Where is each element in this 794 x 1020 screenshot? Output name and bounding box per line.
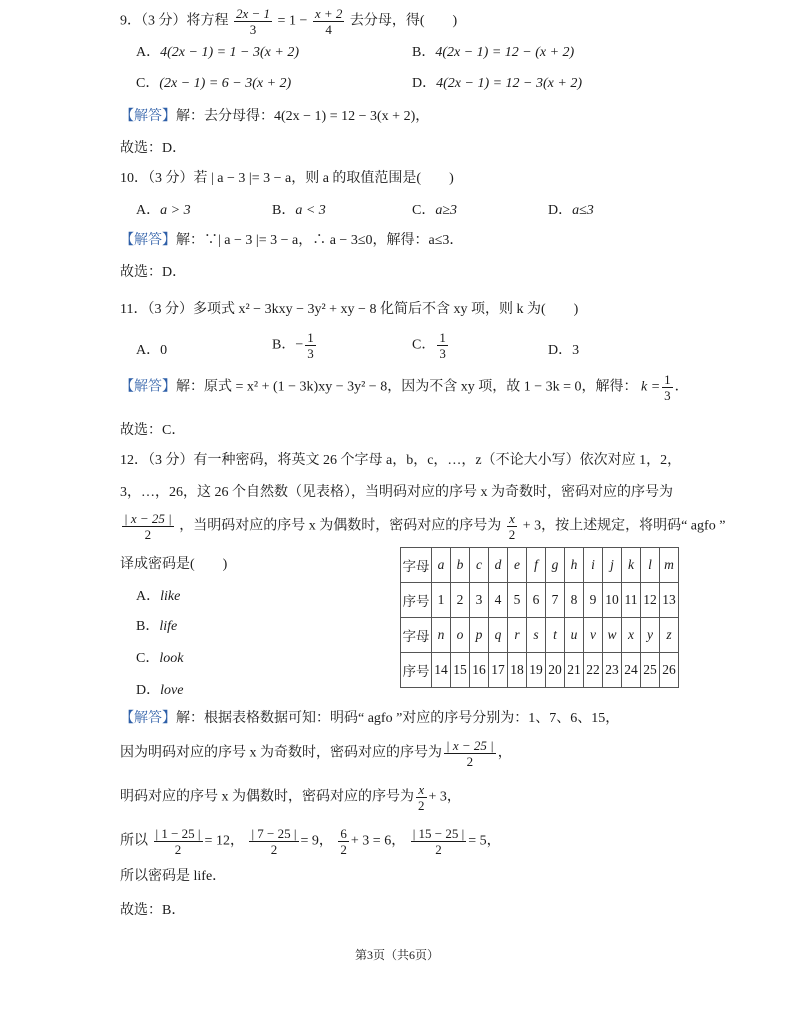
table-cell: d (489, 548, 508, 583)
q9-answer: 【解答】解：去分母得：4(2x − 1) = 12 − 3(x + 2)， (120, 109, 430, 124)
q12-answer-line3: 明码对应的序号 x 为偶数时，密码对应的序号为 $\frac{x}{2}$ + 3， (120, 782, 461, 813)
q12-answer-line4: 所以 $\frac{| 1 - 25 |}{2}$ = 12， $\frac{| 7 - 25 |}{2}$ = 9， $\frac{6}{2}$ + 3 = 6， $\frac{| 15 - 25 |}{2}$ = 5， (120, 826, 501, 857)
table-cell: e (508, 548, 527, 583)
table-cell: 17 (489, 653, 508, 688)
table-cell: 26 (660, 653, 679, 688)
table-row (401, 583, 679, 618)
table-cell: 20 (546, 653, 565, 688)
table-cell: 24 (622, 653, 641, 688)
q9-option-a: A．4(2x − 1) = 1 − 3(x + 2) (136, 45, 299, 60)
table-cell: 15 (451, 653, 470, 688)
table-cell: 12 (641, 583, 660, 618)
table-cell: 7 (546, 583, 565, 618)
table-cell: f (527, 548, 546, 583)
q11-choice: 故选：C． (120, 423, 186, 438)
q9-fraction-1: $\frac{2x - 1}{3}$ (236, 6, 271, 37)
table-cell: 22 (584, 653, 603, 688)
table-cell: 25 (641, 653, 660, 688)
q12-answer-line2: 因为明码对应的序号 x 为奇数时，密码对应的序号为 $\frac{| x - 25 |}{2}$ ， (120, 738, 512, 769)
table-cell: 6 (527, 583, 546, 618)
q9-option-d: D．4(2x − 1) = 12 − 3(x + 2) (412, 76, 582, 91)
table-cell: 5 (508, 583, 527, 618)
q10-option-c: C．a≥3 (412, 203, 458, 218)
table-cell: t (546, 618, 565, 653)
table-cell: g (546, 548, 565, 583)
q10-option-d: D．a≤3 (548, 203, 594, 218)
q12-stem-line2: 3，…，26，这 26 个自然数（见表格），当明码对应的序号 x 为奇数时，密码对应的序号为 (120, 485, 673, 500)
q11-option-b: B．− $\frac{1}{3}$ (272, 330, 314, 361)
q10-option-b: B．a < 3 (272, 203, 326, 218)
cipher-table (400, 547, 679, 688)
table-cell: r (508, 618, 527, 653)
table-cell: p (470, 618, 489, 653)
q12-answer: 【解答】解：根据表格数据可知：明码“ agfo ”对应的序号分别为：1、7、6、15， (120, 711, 620, 726)
q9-option-b: B．4(2x − 1) = 12 − (x + 2) (412, 45, 575, 60)
table-cell: o (451, 618, 470, 653)
q10-stem: 10．（3 分）若 | a − 3 |= 3 − a，则 a 的取值范围是( ) (120, 171, 454, 186)
q9-option-c: C．(2x − 1) = 6 − 3(x + 2) (136, 76, 292, 91)
table-cell: 11 (622, 583, 641, 618)
table-cell: b (451, 548, 470, 583)
row-header: 序号 (401, 653, 432, 688)
table-cell: s (527, 618, 546, 653)
q12-answer-line5: 所以密码是 life． (120, 869, 227, 884)
table-cell: 2 (451, 583, 470, 618)
q10-option-a: A．a > 3 (136, 203, 191, 218)
q12-choice: 故选：B． (120, 903, 186, 918)
q11-option-d: D．3 (548, 343, 580, 358)
table-cell: 8 (565, 583, 584, 618)
table-cell: n (432, 618, 451, 653)
q9-fraction-2: $\frac{x + 2}{4}$ (314, 6, 343, 37)
table-cell: k (622, 548, 641, 583)
table-cell: 10 (603, 583, 622, 618)
q9-choice: 故选：D． (120, 141, 187, 156)
q12-option-d: D．love (136, 683, 184, 698)
table-cell: q (489, 618, 508, 653)
table-cell: y (641, 618, 660, 653)
table-cell: c (470, 548, 489, 583)
page-footer: 第3页（共6页） (354, 948, 439, 962)
q12-stem-line3: $\frac{| x - 25 |}{2}$ ，当明码对应的序号 x 为偶数时，密码对应的序号为 $\frac{x}{2}$ + 3，按上述规定，将明码“ agfo ” (124, 511, 726, 542)
q11-option-a: A．0 (136, 343, 168, 358)
table-cell: a (432, 548, 451, 583)
q11-option-c: C． $\frac{1}{3}$ (412, 330, 446, 361)
table-cell: 13 (660, 583, 679, 618)
row-header: 字母 (401, 618, 432, 653)
table-cell: l (641, 548, 660, 583)
table-row (401, 618, 679, 653)
table-cell: 9 (584, 583, 603, 618)
q9-stem: 9．（3 分）将方程 $\frac{2x - 1}{3}$ = 1 − $\frac{x + 2}{4}$ 去分母，得( ) (120, 6, 458, 37)
table-row (401, 653, 679, 688)
q12-option-b: B．life (136, 619, 178, 634)
table-cell: i (584, 548, 603, 583)
answer-tag: 【解答】 (120, 233, 176, 248)
table-row (401, 548, 679, 583)
table-cell: 14 (432, 653, 451, 688)
table-cell: w (603, 618, 622, 653)
q11-answer: 【解答】解：原式 = x² + (1 − 3k)xy − 3y² − 8，因为不含 xy 项，故 1 − 3k = 0，解得： k = $\frac{1}{3}$ ． (120, 372, 689, 403)
q11-stem: 11．（3 分）多项式 x² − 3kxy − 3y² + xy − 8 化简后不含 xy 项，则 k 为( ) (120, 302, 579, 317)
q12-option-a: A．like (136, 589, 181, 604)
q10-choice: 故选：D． (120, 265, 187, 280)
answer-tag: 【解答】 (120, 379, 176, 395)
table-cell: 4 (489, 583, 508, 618)
table-cell: 18 (508, 653, 527, 688)
table-cell: 19 (527, 653, 546, 688)
answer-tag: 【解答】 (120, 109, 176, 124)
table-cell: 23 (603, 653, 622, 688)
table-cell: m (660, 548, 679, 583)
row-header: 字母 (401, 548, 432, 583)
table-cell: u (565, 618, 584, 653)
answer-tag: 【解答】 (120, 711, 176, 726)
table-cell: h (565, 548, 584, 583)
row-header: 序号 (401, 583, 432, 618)
q12-stem-line1: 12．（3 分）有一种密码，将英文 26 个字母 a，b，c，…，z（不论大小写）依次对应 1，2， (120, 453, 682, 468)
table-cell: j (603, 548, 622, 583)
table-cell: 21 (565, 653, 584, 688)
table-cell: 3 (470, 583, 489, 618)
table-cell: v (584, 618, 603, 653)
table-cell: 1 (432, 583, 451, 618)
table-cell: x (622, 618, 641, 653)
q10-answer: 【解答】解：∵| a − 3 |= 3 − a，∴ a − 3≤0，解得：a≤3． (120, 233, 464, 248)
table-cell: 16 (470, 653, 489, 688)
q12-stem-line4: 译成密码是( ) (120, 557, 228, 572)
q12-option-c: C．look (136, 651, 184, 666)
table-cell: z (660, 618, 679, 653)
